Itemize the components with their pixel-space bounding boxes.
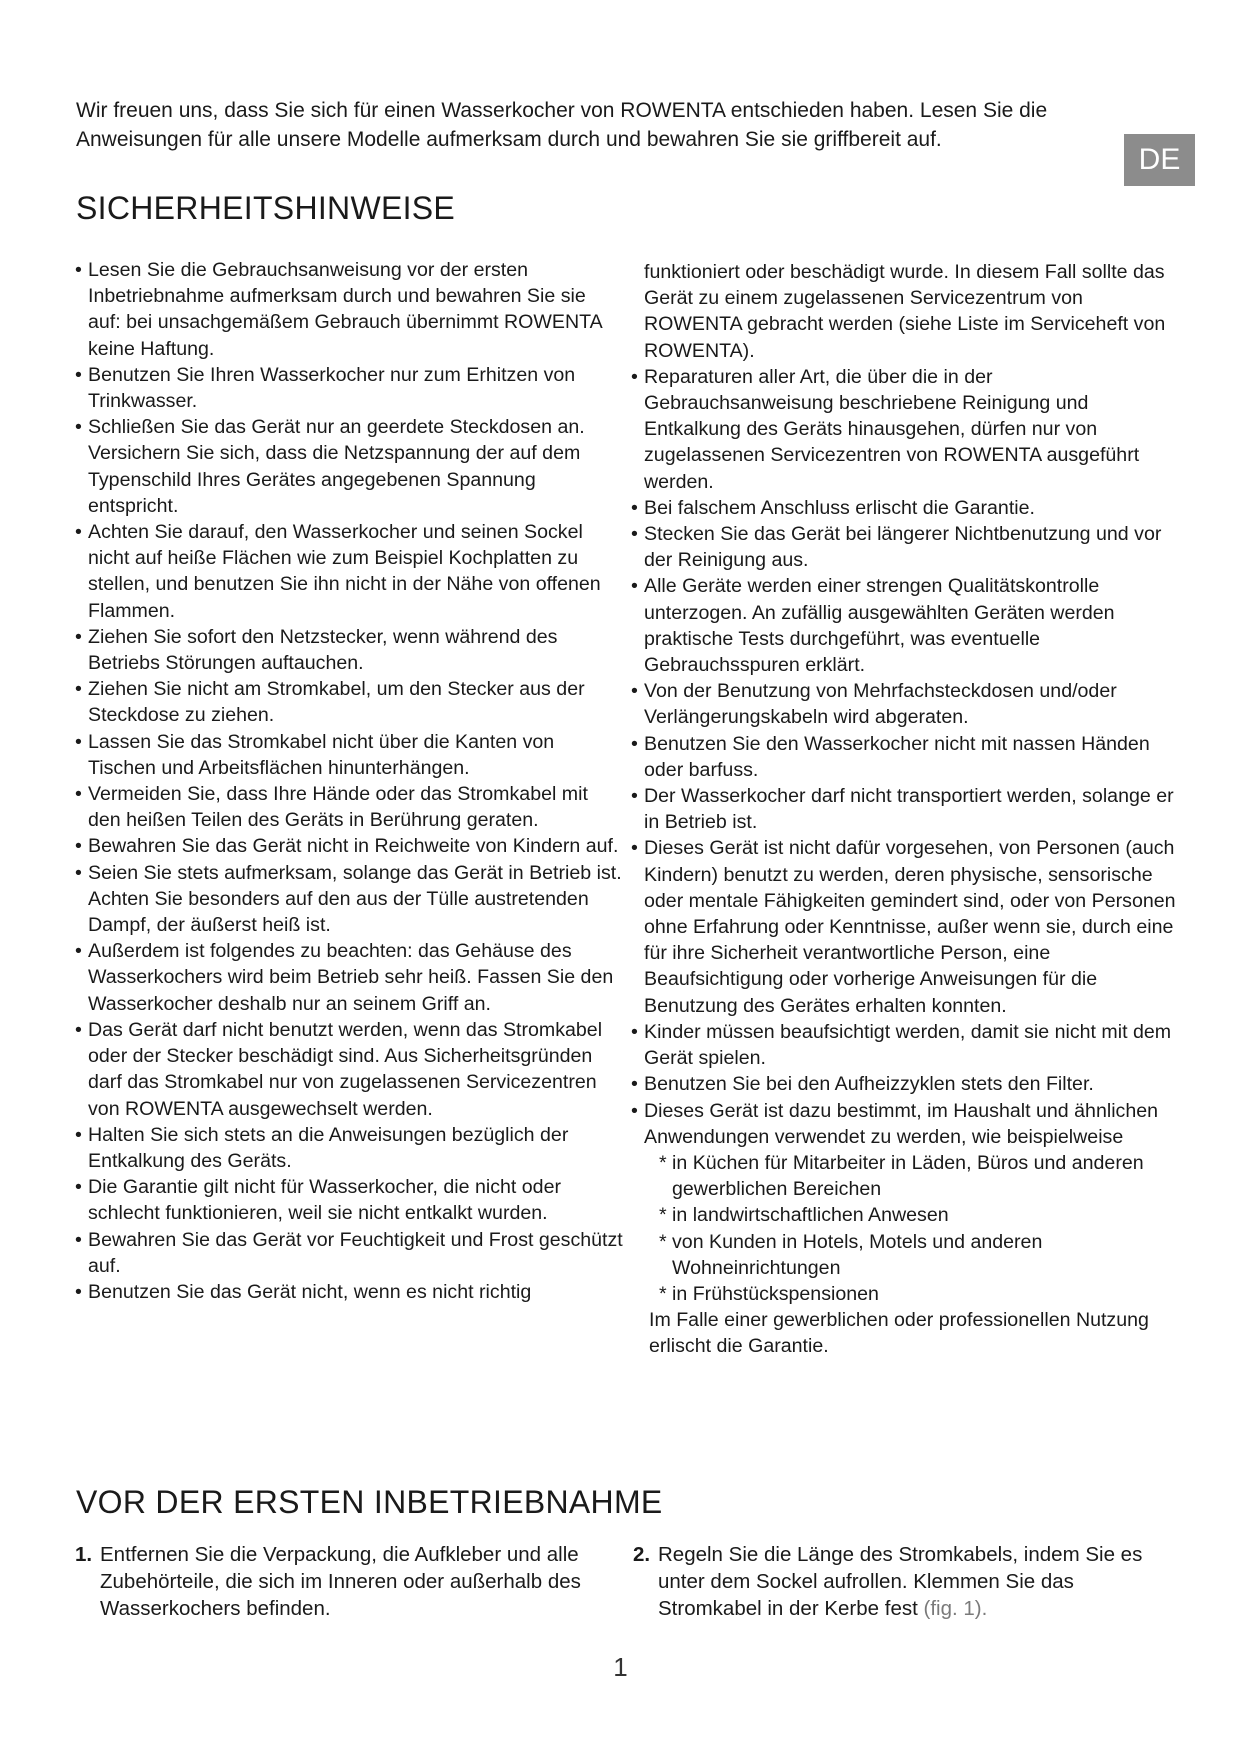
step-text: Entfernen Sie die Verpackung, die Aufkleber und alle Zubehörteile, die sich im Inneren oder außerhalb des Wasserkochers befinden.: [100, 1543, 581, 1620]
usage-sub-item: [631, 1150, 1179, 1202]
safety-item: • Bewahren Sie das Gerät nicht in Reichweite von Kindern auf.: [75, 833, 623, 859]
safety-item: • Kinder müssen beaufsichtigt werden, damit sie nicht mit dem Gerät spielen.: [631, 1019, 1179, 1071]
safety-item: • Achten Sie darauf, den Wasserkocher und seinen Sockel nicht auf heiße Flächen wie zum Beispiel Kochplatten zu stellen, und benutzen Sie ihn nicht in der Nähe von offenen Flammen.: [75, 519, 623, 624]
asterisk-marker: *: [659, 1230, 667, 1253]
safety-item-continuation: funktioniert oder beschädigt wurde. In diesem Fall sollte das Gerät zu einem zugelassenen Servicezentrum von ROWENTA gebracht werden (siehe Liste im Serviceheft von ROWENTA).: [644, 261, 1166, 362]
step-text: Regeln Sie die Länge des Stromkabels, indem Sie es unter dem Sockel aufrollen. Klemmen Sie das Stromkabel in der Kerbe fest: [658, 1543, 1143, 1620]
safety-item: • Benutzen Sie den Wasserkocher nicht mit nassen Händen oder barfuss.: [631, 731, 1179, 783]
safety-item: • Seien Sie stets aufmerksam, solange das Gerät in Betrieb ist. Achten Sie besonders auf den aus der Tülle austretenden Dampf, der äußerst heiß ist.: [75, 860, 623, 939]
first-use-step: [75, 1541, 595, 1622]
intro-text: Wir freuen uns, dass Sie sich für einen Wasserkocher von ROWENTA entschieden haben. Lesen Sie die Anweisungen für alle unsere Modelle aufmerksam durch und bewahren Sie sie griffbereit auf.: [76, 99, 1048, 151]
safety-item: • Benutzen Sie Ihren Wasserkocher nur zum Erhitzen von Trinkwasser.: [75, 362, 623, 414]
safety-item: • Dieses Gerät ist nicht dafür vorgesehen, von Personen (auch Kindern) benutzt zu werden, deren physische, sensorische oder mentale Fähigkeiten gemindert sind, oder von Personen ohne Erfahrung oder Kenntnisse, außer wenn sie, durch eine für ihre Sicherheit verantwortliche Person, eine Beaufsichtigung oder vorherige Anweisungen für die Benutzung des Gerätes erhalten konnten.: [631, 835, 1179, 1018]
usage-sub-item: [631, 1202, 1179, 1228]
warranty-note: Im Falle einer gewerblichen oder professionellen Nutzung erlischt die Garantie.: [649, 1309, 1149, 1358]
safety-item: • Bewahren Sie das Gerät vor Feuchtigkeit und Frost geschützt auf.: [75, 1227, 623, 1279]
safety-item: • Das Gerät darf nicht benutzt werden, wenn das Stromkabel oder der Stecker beschädigt sind. Aus Sicherheitsgründen darf das Stromkabel nur von zugelassenen Servicezentren von ROWENTA ausgewechselt werden.: [75, 1017, 623, 1122]
safety-item: • Ziehen Sie nicht am Stromkabel, um den Stecker aus der Steckdose zu ziehen.: [75, 676, 623, 728]
asterisk-marker: *: [659, 1204, 667, 1227]
safety-item: • Benutzen Sie bei den Aufheizzyklen stets den Filter.: [631, 1071, 1179, 1097]
safety-item: • Lesen Sie die Gebrauchsanweisung vor der ersten Inbetriebnahme aufmerksam durch und bewahren Sie sie auf: bei unsachgemäßem Gebrauch übernimmt ROWENTA keine Haftung.: [75, 257, 623, 362]
usage-sub-item-text: in Frühstückspensionen: [672, 1282, 879, 1305]
step-text-wrapper: [633, 1541, 1173, 1622]
safety-list-left: [75, 257, 623, 1305]
figure-reference: (fig. 1).: [923, 1597, 988, 1620]
safety-list-right: [631, 259, 1179, 1360]
safety-item: • Reparaturen aller Art, die über die in der Gebrauchsanweisung beschriebene Reinigung und Entkalkung des Geräts hinausgehen, dürfen nur von zugelassenen Servicezentren von ROWENTA ausgeführt werden.: [631, 364, 1179, 495]
safety-item: • Ziehen Sie sofort den Netzstecker, wenn während des Betriebs Störungen auftauchen.: [75, 624, 623, 676]
safety-item: • Bei falschem Anschluss erlischt die Garantie.: [631, 495, 1179, 521]
safety-item: • Schließen Sie das Gerät nur an geerdete Steckdosen an. Versichern Sie sich, dass die Netzspannung der auf dem Typenschild Ihres Gerätes angegebenen Spannung entspricht.: [75, 414, 623, 519]
safety-item: • Stecken Sie das Gerät bei längerer Nichtbenutzung und vor der Reinigung aus.: [631, 521, 1179, 573]
language-tab: DE: [1124, 134, 1195, 186]
first-use-heading: VOR DER ERSTEN INBETRIEBNAHME: [76, 1484, 663, 1520]
usage-sub-item-text: von Kunden in Hotels, Motels und anderen Wohneinrichtungen: [672, 1230, 1043, 1279]
safety-item: • Alle Geräte werden einer strengen Qualitätskontrolle unterzogen. An zufällig ausgewählten Geräten werden praktische Tests durchgeführt, was eventuelle Gebrauchsspuren erklärt.: [631, 573, 1179, 678]
safety-item: • Benutzen Sie das Gerät nicht, wenn es nicht richtig: [75, 1279, 623, 1305]
safety-item: • Außerdem ist folgendes zu beachten: das Gehäuse des Wasserkochers wird beim Betrieb sehr heiß. Fassen Sie den Wasserkocher deshalb nur an seinem Griff an.: [75, 938, 623, 1017]
safety-item: • Lassen Sie das Stromkabel nicht über die Kanten von Tischen und Arbeitsflächen hinunterhängen.: [75, 729, 623, 781]
usage-sub-item: [631, 1281, 1179, 1307]
usage-sub-item-text: in landwirtschaftlichen Anwesen: [672, 1204, 949, 1227]
safety-heading: SICHERHEITSHINWEISE: [76, 190, 456, 226]
safety-item: • Vermeiden Sie, dass Ihre Hände oder das Stromkabel mit den heißen Teilen des Geräts in Berührung geraten.: [75, 781, 623, 833]
first-use-step: [633, 1541, 1173, 1622]
page-number: 1: [613, 1652, 628, 1682]
safety-item: • Dieses Gerät ist dazu bestimmt, im Haushalt und ähnlichen Anwendungen verwendet zu werden, wie beispielweise: [631, 1098, 1179, 1150]
safety-item: • Der Wasserkocher darf nicht transportiert werden, solange er in Betrieb ist.: [631, 783, 1179, 835]
usage-sub-item-text: in Küchen für Mitarbeiter in Läden, Büros und anderen gewerblichen Bereichen: [672, 1151, 1144, 1201]
asterisk-marker: *: [659, 1282, 667, 1305]
step-number: 1.: [75, 1543, 93, 1566]
safety-item: • Von der Benutzung von Mehrfachsteckdosen und/oder Verlängerungskabeln wird abgeraten.: [631, 678, 1179, 730]
usage-sub-item: [631, 1229, 1179, 1281]
safety-item: • Halten Sie sich stets an die Anweisungen bezüglich der Entkalkung des Geräts.: [75, 1122, 623, 1174]
safety-item: • Die Garantie gilt nicht für Wasserkocher, die nicht oder schlecht funktionieren, weil sie nicht entkalkt wurden.: [75, 1174, 623, 1226]
asterisk-marker: *: [659, 1151, 667, 1174]
step-number: 2.: [633, 1543, 651, 1566]
